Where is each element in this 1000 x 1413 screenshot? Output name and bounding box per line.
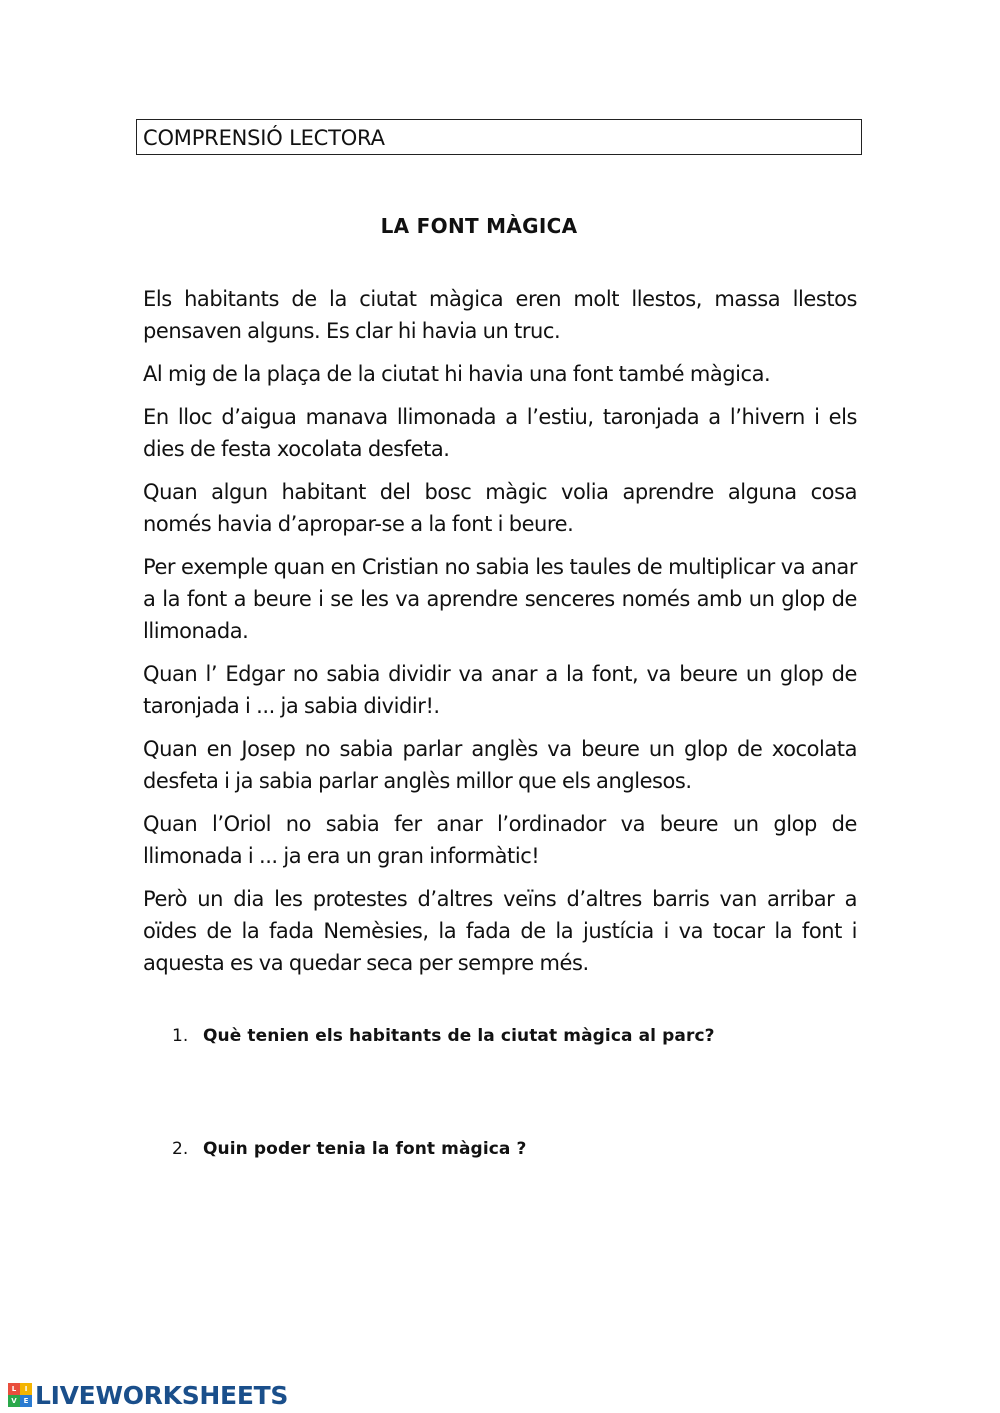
question-number: 2. (172, 1139, 189, 1159)
story-paragraph: En lloc d’aigua manava llimonada a l’estiu, taronjada a l’hivern i els dies de festa xocolata desfeta. (143, 405, 857, 461)
brand-name: LIVEWORKSHEETS (35, 1380, 289, 1410)
story-paragraph: Per exemple quan en Cristian no sabia les taules de multiplicar va anar a la font a beure i se les va aprendre senceres només amb un glop de llimonada. (143, 555, 857, 643)
question-number: 1. (172, 1026, 189, 1046)
story-paragraph: Quan en Josep no sabia parlar anglès va beure un glop de xocolata desfeta i ja sabia parlar anglès millor que els anglesos. (143, 737, 857, 793)
section-header-box (136, 119, 862, 155)
story-paragraph: Al mig de la plaça de la ciutat hi havia una font també màgica. (143, 362, 771, 386)
question-text: Quin poder tenia la font màgica ? (203, 1139, 527, 1159)
logo-letter: I (20, 1383, 32, 1395)
liveworksheets-brand (8, 1380, 288, 1410)
story-paragraph: Però un dia les protestes d’altres veïns d’altres barris van arribar a oïdes de la fada Nemèsies, la fada de la justícia i va tocar la font i aquesta es va quedar seca per sempre més. (143, 887, 857, 975)
story-paragraph: Quan algun habitant del bosc màgic volia aprendre alguna cosa només havia d’apropar-se a la font i beure. (143, 480, 857, 536)
story-paragraph: Quan l’ Edgar no sabia dividir va anar a la font, va beure un glop de taronjada i ... ja sabia dividir!. (143, 662, 857, 718)
story-text (143, 283, 857, 990)
logo-letter: V (8, 1395, 20, 1407)
section-header-label: COMPRENSIÓ LECTORA (143, 126, 385, 150)
story-title: LA FONT MÀGICA (380, 214, 578, 238)
question-item-1 (172, 1024, 715, 1048)
liveworksheets-logo-icon (8, 1383, 32, 1407)
story-paragraph: Quan l’Oriol no sabia fer anar l’ordinador va beure un glop de llimonada i ... ja era un gran informàtic! (143, 812, 857, 868)
question-text: Què tenien els habitants de la ciutat màgica al parc? (203, 1026, 715, 1046)
logo-letter: E (20, 1395, 32, 1407)
question-item-2 (172, 1137, 526, 1161)
logo-letter: L (8, 1383, 20, 1395)
story-paragraph: Els habitants de la ciutat màgica eren molt llestos, massa llestos pensaven alguns. Es clar hi havia un truc. (143, 287, 857, 343)
